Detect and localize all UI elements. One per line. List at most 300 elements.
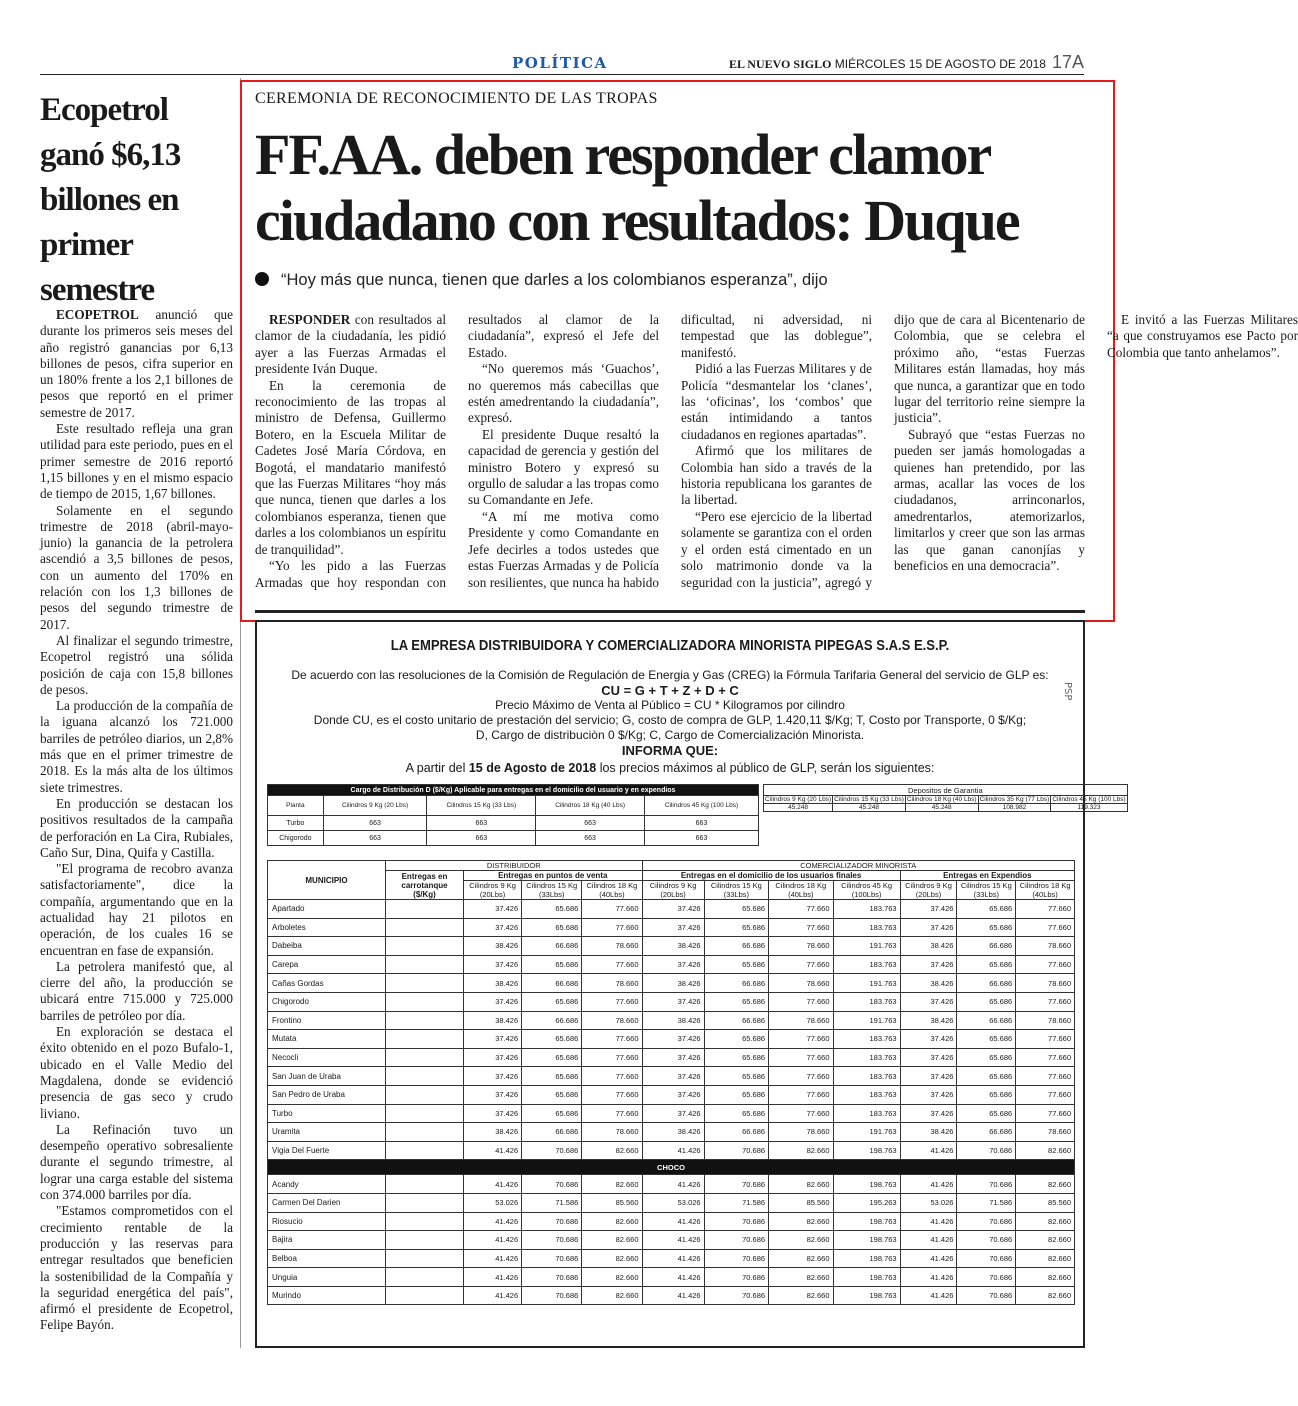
distribuidor-header: DISTRIBUIDOR — [386, 861, 643, 871]
price-cell: 82.660 — [769, 1249, 833, 1268]
price-cell: 198.763 — [833, 1286, 900, 1305]
price-cell: 70.686 — [957, 1249, 1016, 1268]
price-cell: 65.686 — [704, 918, 768, 937]
price-cell: 198.763 — [833, 1249, 900, 1268]
price-cell: 77.660 — [582, 1030, 642, 1049]
price-cell: 82.660 — [769, 1231, 833, 1250]
table-cell: 45.248 — [764, 804, 833, 812]
price-cell — [386, 937, 464, 956]
price-cell — [386, 900, 464, 919]
price-cell: 37.426 — [464, 918, 522, 937]
table-row — [268, 1123, 1075, 1142]
price-cell — [386, 955, 464, 974]
price-cell: 65.686 — [522, 1104, 582, 1123]
puntos-header: Entregas en puntos de venta — [464, 871, 643, 881]
article-paragraph: “A mí me motiva como Presidente y como Comandante en Jefe decirles a todos ustedes que estas Fuerzas Armadas y de Policía son resilientes, que nunca ha habido dificultad, ni adversidad, ni tempestad que las doblegue”, manifestó. — [468, 312, 872, 590]
price-cell: 37.426 — [642, 1104, 704, 1123]
notice-line-2: Donde CU, es el costo unitario de prestación del servicio; G, costo de compra de GLP, 1.420,11 $/Kg; T, Costo por Transporte, 0 $/Kg; — [313, 713, 1027, 727]
price-cell: 37.426 — [464, 1048, 522, 1067]
price-cell: 66.686 — [704, 937, 768, 956]
price-cell: 38.426 — [900, 937, 957, 956]
municipio-cell: Carmen Del Darien — [268, 1193, 386, 1212]
price-cell: 183.763 — [833, 992, 900, 1011]
psp-logo-icon: PSP — [1062, 682, 1073, 701]
price-cell: 41.426 — [642, 1286, 704, 1305]
price-cell: 65.686 — [957, 1030, 1016, 1049]
article-paragraph: Afirmó que los militares de Colombia han sido a través de la historia republicana los garantes de la libertad. — [681, 443, 872, 508]
table-row — [268, 1030, 1075, 1049]
price-cell: 66.686 — [522, 937, 582, 956]
column-header: Cilindros 15 Kg (33 Lbs) — [427, 796, 536, 816]
price-cell: 78.660 — [582, 1123, 642, 1142]
price-cell: 82.660 — [1016, 1212, 1075, 1231]
price-cell: 82.660 — [1016, 1249, 1075, 1268]
municipio-cell: Murindo — [268, 1286, 386, 1305]
price-cell: 37.426 — [642, 1030, 704, 1049]
price-cell: 37.426 — [642, 1067, 704, 1086]
price-cell: 65.686 — [522, 1067, 582, 1086]
article-paragraph — [255, 312, 446, 378]
municipio-cell: Apartado — [268, 900, 386, 919]
table-cell: 663 — [645, 816, 759, 831]
column-header: Cilindros 15 Kg (33Lbs) — [522, 881, 582, 900]
side-paragraph: ECOPETROL anunció que durante los primeros seis meses del año registró ganancias por 6,13 billones de pesos, cifra superior en un 180% frente a los 2,1 billones de pesos que reportó en el primer semestre de 2017. — [40, 307, 233, 420]
price-cell: 38.426 — [464, 974, 522, 993]
price-cell: 77.660 — [582, 900, 642, 919]
municipio-cell: Dabeiba — [268, 937, 386, 956]
price-cell: 65.686 — [704, 992, 768, 1011]
side-paragraph: La producción de la compañía de la iguana alcanzó los 721.000 barriles de petróleo diarios, un 2,8% más que en el primer trimestre de 2018. Es la más alta de los últimos siete trimestres. — [40, 698, 233, 795]
tariff-formula: CU = G + T + Z + D + C — [601, 683, 739, 698]
price-cell: 37.426 — [464, 992, 522, 1011]
price-cell — [386, 1231, 464, 1250]
price-cell: 66.686 — [522, 974, 582, 993]
table-cell: 663 — [427, 831, 536, 846]
price-cell: 70.686 — [957, 1175, 1016, 1194]
price-cell: 198.763 — [833, 1212, 900, 1231]
table-cell: Turbo — [268, 816, 324, 831]
table-row — [268, 1067, 1075, 1086]
price-cell — [386, 918, 464, 937]
price-cell: 70.686 — [704, 1286, 768, 1305]
price-cell — [386, 1048, 464, 1067]
price-cell: 77.660 — [769, 1067, 833, 1086]
price-cell: 37.426 — [900, 1104, 957, 1123]
price-cell: 183.763 — [833, 900, 900, 919]
price-cell — [386, 1104, 464, 1123]
price-cell: 41.426 — [464, 1249, 522, 1268]
price-cell: 82.660 — [582, 1141, 642, 1160]
price-cell: 70.686 — [704, 1231, 768, 1250]
price-cell: 77.660 — [1016, 1030, 1075, 1049]
price-cell: 77.660 — [1016, 1104, 1075, 1123]
price-cell: 65.686 — [704, 1030, 768, 1049]
price-cell: 41.426 — [464, 1141, 522, 1160]
table-cell: 663 — [427, 816, 536, 831]
price-cell: 183.763 — [833, 1104, 900, 1123]
price-cell: 70.686 — [522, 1249, 582, 1268]
price-cell — [386, 992, 464, 1011]
price-cell: 66.686 — [957, 1011, 1016, 1030]
price-cell — [386, 1193, 464, 1212]
region-label: CHOCO — [268, 1160, 1075, 1175]
side-paragraph: La petrolera manifestó que, al cierre del año, la producción se ubicará entre 715.000 y 725.000 barriles de petróleo por día. — [40, 958, 233, 1023]
price-cell: 198.763 — [833, 1175, 900, 1194]
notice-intro: De acuerdo con las resoluciones de la Comisión de Regulación de Energia y Gas (CREG) la Fórmula Tarifaria General del servicio de GLP es: — [291, 668, 1049, 682]
price-cell: 41.426 — [642, 1175, 704, 1194]
price-cell: 78.660 — [1016, 974, 1075, 993]
price-cell: 82.660 — [1016, 1141, 1075, 1160]
price-cell: 70.686 — [522, 1286, 582, 1305]
price-cell: 70.686 — [957, 1286, 1016, 1305]
price-cell: 65.686 — [522, 1085, 582, 1104]
table-row — [268, 1104, 1075, 1123]
price-cell: 70.686 — [704, 1141, 768, 1160]
municipio-cell: Riosucio — [268, 1212, 386, 1231]
price-cell: 41.426 — [900, 1175, 957, 1194]
price-cell: 77.660 — [1016, 1085, 1075, 1104]
price-cell: 70.686 — [704, 1249, 768, 1268]
table-row — [268, 1011, 1075, 1030]
price-cell: 37.426 — [900, 1067, 957, 1086]
side-headline: Ecopetrol ganó $6,13 billones en primer semestre — [40, 92, 181, 308]
column-header: Cilindros 15 Kg (33Lbs) — [957, 881, 1016, 900]
column-header: Planta — [268, 796, 324, 816]
price-cell: 82.660 — [582, 1249, 642, 1268]
article-paragraph: Subrayó que “estas Fuerzas no pueden ser jamás homologadas a quienes han pretendido, por las armas, acallar las voces de los ciudadanos, arrinconarlos, amedrentarlos, atemorizarlos, limitarlos y creer que son las armas las que ganan canonjías y beneficios en una democracia”. — [894, 426, 1085, 574]
price-cell: 82.660 — [582, 1175, 642, 1194]
column-header: Cilindros 18 Kg (40Lbs) — [1016, 881, 1075, 900]
price-cell: 77.660 — [769, 992, 833, 1011]
price-cell — [386, 1286, 464, 1305]
table-cell: 663 — [323, 816, 427, 831]
table-row — [268, 1175, 1075, 1194]
price-cell: 82.660 — [769, 1268, 833, 1287]
price-cell: 78.660 — [1016, 1123, 1075, 1142]
pipegas-notice — [255, 620, 1126, 1348]
price-cell: 198.763 — [833, 1141, 900, 1160]
price-cell: 41.426 — [900, 1286, 957, 1305]
price-cell — [386, 974, 464, 993]
article-subhead: “Hoy más que nunca, tienen que darles a los colombianos esperanza”, dijo — [255, 271, 828, 290]
price-cell: 66.686 — [704, 1123, 768, 1142]
price-cell: 37.426 — [464, 1104, 522, 1123]
municipio-cell: Arboletes — [268, 918, 386, 937]
price-cell: 41.426 — [464, 1212, 522, 1231]
table-cell: 45.248 — [833, 804, 906, 812]
price-cell: 66.686 — [522, 1123, 582, 1142]
price-cell: 78.660 — [582, 1011, 642, 1030]
price-cell: 82.660 — [582, 1231, 642, 1250]
price-cell: 41.426 — [900, 1231, 957, 1250]
paper-name: EL NUEVO SIGLO — [728, 57, 832, 71]
article-paragraph-text: con resultados al clamor de la ciudadanía, les pidió ayer a las Fuerzas Armadas el presidente Iván Duque. — [255, 312, 446, 377]
price-cell: 41.426 — [900, 1249, 957, 1268]
municipio-cell: San Pedro de Uraba — [268, 1085, 386, 1104]
table-row — [268, 1193, 1075, 1212]
price-cell: 78.660 — [1016, 937, 1075, 956]
table-row — [268, 1212, 1075, 1231]
column-header: Cilindros 9 Kg (20Lbs) — [464, 881, 522, 900]
price-cell: 66.686 — [704, 1011, 768, 1030]
price-cell: 65.686 — [522, 992, 582, 1011]
column-header: Cilindros 18 Kg (40Lbs) — [769, 881, 833, 900]
municipio-cell: Cañas Gordas — [268, 974, 386, 993]
price-cell: 65.686 — [522, 955, 582, 974]
column-header: Cilindros 9 Kg (20 Lbs) — [323, 796, 427, 816]
municipio-cell: Vigia Del Fuerte — [268, 1141, 386, 1160]
price-cell: 77.660 — [582, 992, 642, 1011]
municipio-cell: San Juan de Uraba — [268, 1067, 386, 1086]
price-cell — [386, 1175, 464, 1194]
price-cell: 82.660 — [1016, 1175, 1075, 1194]
price-cell — [386, 1141, 464, 1160]
price-cell: 70.686 — [522, 1212, 582, 1231]
table-cell: 663 — [536, 831, 645, 846]
side-paragraph: En producción se destacan los positivos resultados de la campaña de perforación en La Cira, Rubiales, Caño Sur, Dina, Quifa y Castilla. — [40, 795, 233, 860]
price-cell: 66.686 — [704, 974, 768, 993]
price-cell: 82.660 — [769, 1175, 833, 1194]
price-cell: 70.686 — [704, 1175, 768, 1194]
distribution-charge-table — [267, 784, 759, 846]
price-cell: 78.660 — [1016, 1011, 1075, 1030]
table-row — [268, 955, 1075, 974]
price-cell: 37.426 — [900, 1085, 957, 1104]
municipio-cell: Turbo — [268, 1104, 386, 1123]
municipio-cell: Bajira — [268, 1231, 386, 1250]
price-cell: 37.426 — [464, 1067, 522, 1086]
price-cell: 191.763 — [833, 937, 900, 956]
article-kicker: CEREMONIA DE RECONOCIMIENTO DE LAS TROPAS — [255, 90, 658, 107]
price-cell: 71.586 — [957, 1193, 1016, 1212]
side-paragraph: Este resultado refleja una gran utilidad para este periodo, pues en el primer semestre de 2016 reportó 1,15 billones y en el mismo espacio de tiempo de 2015, 1,67 billones. — [40, 421, 233, 502]
header-rule — [40, 74, 1084, 75]
deposit-table — [763, 784, 1128, 812]
price-cell: 37.426 — [642, 992, 704, 1011]
price-cell: 38.426 — [642, 937, 704, 956]
article-lead: RESPONDER — [269, 312, 351, 327]
page-number: 17A — [1051, 52, 1084, 72]
price-cell: 37.426 — [900, 992, 957, 1011]
price-cell: 183.763 — [833, 955, 900, 974]
price-cell: 38.426 — [642, 974, 704, 993]
side-paragraph: Al finalizar el segundo trimestre, Ecopetrol registró una sólida posición de caja con 15,8 billones de pesos. — [40, 632, 233, 697]
table-row — [268, 1141, 1075, 1160]
page-header — [729, 52, 1084, 73]
price-cell: 41.426 — [642, 1231, 704, 1250]
price-table — [267, 860, 1075, 1305]
price-cell: 41.426 — [464, 1268, 522, 1287]
price-cell: 82.660 — [769, 1141, 833, 1160]
expendios-header: Entregas en Expendios — [900, 871, 1074, 881]
article-paragraph: “Yo les pido a las Fuerzas Armadas que hoy respondan con resultados al clamor de la ciudadanía”, expresó el Jefe del Estado. — [255, 312, 659, 590]
table-row — [268, 900, 1075, 919]
price-cell: 65.686 — [957, 992, 1016, 1011]
column-header: Cilindros 35 Kg (77 Lbs) — [979, 796, 1050, 803]
municipio-cell: Belboa — [268, 1249, 386, 1268]
price-cell: 38.426 — [900, 1011, 957, 1030]
price-cell: 77.660 — [1016, 992, 1075, 1011]
carrotanque-header: Entregas en carrotanque ($/Kg) — [386, 871, 464, 900]
price-cell: 77.660 — [1016, 1048, 1075, 1067]
price-cell: 65.686 — [522, 918, 582, 937]
price-cell: 82.660 — [582, 1286, 642, 1305]
price-cell: 77.660 — [582, 918, 642, 937]
price-cell: 183.763 — [833, 1030, 900, 1049]
column-header: Cilindros 9 Kg (20 Lbs) — [765, 796, 832, 803]
price-cell: 70.686 — [957, 1231, 1016, 1250]
price-cell: 77.660 — [769, 1104, 833, 1123]
region-row — [268, 1160, 1075, 1175]
table-row — [268, 1085, 1075, 1104]
price-cell: 65.686 — [522, 900, 582, 919]
price-cell: 82.660 — [1016, 1231, 1075, 1250]
price-cell — [386, 1123, 464, 1142]
table-row — [268, 1268, 1075, 1287]
table-row — [268, 1231, 1075, 1250]
price-cell: 78.660 — [582, 974, 642, 993]
price-cell: 65.686 — [522, 1030, 582, 1049]
column-header: Cilindros 15 Kg (33Lbs) — [704, 881, 768, 900]
price-cell: 65.686 — [957, 1067, 1016, 1086]
table-title: Depositos de Garantia — [764, 785, 1128, 796]
table-row — [268, 1249, 1075, 1268]
section-label: POLÍTICA — [512, 54, 608, 72]
article-paragraph: Pidió a las Fuerzas Militares y de Policía “desmantelar los ‘clanes’, las ‘oficinas’, los ‘combos’ que están intimidando a tantos ciudadanos en regiones apartadas”. — [681, 361, 872, 442]
price-cell: 183.763 — [833, 918, 900, 937]
table-row — [268, 831, 759, 846]
price-cell: 65.686 — [704, 1104, 768, 1123]
price-cell: 41.426 — [464, 1286, 522, 1305]
price-cell — [386, 1085, 464, 1104]
price-cell: 77.660 — [769, 1048, 833, 1067]
notice-line-1: Precio Máximo de Venta al Público = CU * Kilogramos por cilindro — [495, 698, 845, 712]
price-cell: 38.426 — [464, 1011, 522, 1030]
price-cell: 191.763 — [833, 974, 900, 993]
side-paragraph: En exploración se destaca el éxito obtenido en el pozo Bufalo-1, ubicado en el Valle Medio del Magdalena, donde se evidenció presencia de gas seco y crudo liviano. — [40, 1024, 233, 1121]
price-cell: 37.426 — [464, 900, 522, 919]
price-cell: 78.660 — [769, 937, 833, 956]
price-cell: 77.660 — [582, 1048, 642, 1067]
price-cell: 38.426 — [642, 1123, 704, 1142]
price-cell — [386, 1249, 464, 1268]
price-cell: 70.686 — [522, 1175, 582, 1194]
notice-informa: INFORMA QUE: — [621, 743, 719, 758]
table-row — [268, 992, 1075, 1011]
notice-title: LA EMPRESA DISTRIBUIDORA Y COMERCIALIZADORA MINORISTA PIPEGAS S.A.S E.S.P. — [390, 638, 950, 654]
table-cell: 663 — [323, 831, 427, 846]
price-cell: 77.660 — [582, 1085, 642, 1104]
municipio-cell: Frontino — [268, 1011, 386, 1030]
price-cell: 66.686 — [522, 1011, 582, 1030]
price-cell: 71.586 — [522, 1193, 582, 1212]
side-paragraph: La Refinación tuvo un desempeño operativo sobresaliente durante el segundo trimestre, al lograr una carga estable del sistema con 374.000 barriles por día. — [40, 1121, 233, 1203]
table-row — [268, 937, 1075, 956]
price-cell: 37.426 — [642, 1048, 704, 1067]
price-cell: 183.763 — [833, 1048, 900, 1067]
price-cell: 65.686 — [957, 1085, 1016, 1104]
price-cell: 41.426 — [642, 1141, 704, 1160]
price-cell: 77.660 — [769, 955, 833, 974]
price-cell — [386, 1011, 464, 1030]
price-cell: 78.660 — [769, 1011, 833, 1030]
price-cell: 82.660 — [1016, 1286, 1075, 1305]
column-header: Cilindros 9 Kg (20Lbs) — [642, 881, 704, 900]
column-header: Cilindros 45 Kg (100Lbs) — [833, 881, 900, 900]
table-row — [268, 974, 1075, 993]
table-cell: Chigorodo — [268, 831, 324, 846]
municipio-header: MUNICIPIO — [268, 861, 386, 900]
price-cell: 37.426 — [900, 955, 957, 974]
price-cell: 70.686 — [957, 1212, 1016, 1231]
article-paragraph: El presidente Duque resaltó la capacidad de gerencia y gestión del ministro Botero y expresó su orgullo de saludar a las tropas como su Comandante en Jefe. — [468, 426, 659, 508]
price-cell: 77.660 — [769, 900, 833, 919]
price-cell: 70.686 — [957, 1268, 1016, 1287]
side-paragraph: Solamente en el segundo trimestre de 2018 (abril-mayo-junio) la ganancia de la petrolera ascendió a 3,5 billones de pesos, con un aumento del 170% en relación con los 1,3 billones de pesos del segundo trimestre de 2017. — [40, 502, 233, 632]
price-cell: 70.686 — [704, 1268, 768, 1287]
price-cell: 77.660 — [769, 1085, 833, 1104]
price-cell: 41.426 — [642, 1212, 704, 1231]
price-cell: 70.686 — [704, 1212, 768, 1231]
price-cell: 195.263 — [833, 1193, 900, 1212]
bullet-icon — [255, 272, 269, 286]
price-cell: 38.426 — [642, 1011, 704, 1030]
price-cell: 65.686 — [704, 955, 768, 974]
table-cell: 663 — [536, 816, 645, 831]
price-cell: 65.686 — [704, 1067, 768, 1086]
price-cell — [386, 1067, 464, 1086]
price-cell: 38.426 — [900, 1123, 957, 1142]
price-cell: 41.426 — [464, 1175, 522, 1194]
price-cell: 82.660 — [582, 1268, 642, 1287]
price-cell: 41.426 — [900, 1212, 957, 1231]
column-header: Cilindros 45 Kg (100 Lbs) — [1052, 796, 1126, 803]
issue-date: MIÉRCOLES 15 DE AGOSTO DE 2018 — [834, 57, 1046, 71]
article-paragraph: E invitó a las Fuerzas Militares “a que construyamos ese Pacto por Colombia que tanto anhelamos”. — [1107, 312, 1298, 360]
article-headline: FF.AA. deben responder clamor ciudadano con resultados: Duque — [255, 122, 1019, 253]
table-title: Cargo de Distribución D ($/Kg) Aplicable para entregas en el domicilio del usuario y en expendios — [268, 785, 759, 796]
municipio-cell: Chigorodo — [268, 992, 386, 1011]
column-header: Cilindros 15 Kg (33 Lbs) — [834, 796, 904, 803]
price-cell: 71.586 — [704, 1193, 768, 1212]
price-cell — [386, 1268, 464, 1287]
price-cell: 85.560 — [769, 1193, 833, 1212]
price-cell: 41.426 — [642, 1249, 704, 1268]
municipio-cell: Uramita — [268, 1123, 386, 1142]
comercializador-header: COMERCIALIZADOR MINORISTA — [642, 861, 1074, 871]
price-cell: 66.686 — [957, 937, 1016, 956]
price-cell: 70.686 — [522, 1141, 582, 1160]
price-cell: 78.660 — [582, 937, 642, 956]
table-row — [268, 816, 759, 831]
price-cell: 37.426 — [900, 1048, 957, 1067]
municipio-cell: Carepa — [268, 955, 386, 974]
table-cell: 663 — [645, 831, 759, 846]
price-cell: 41.426 — [900, 1141, 957, 1160]
price-cell: 183.763 — [833, 1085, 900, 1104]
price-cell: 66.686 — [957, 974, 1016, 993]
column-header: Cilindros 18 Kg (40Lbs) — [582, 881, 642, 900]
column-header: Cilindros 18 Kg (40 Lbs) — [906, 796, 977, 803]
price-cell: 38.426 — [464, 1123, 522, 1142]
table-row — [268, 1048, 1075, 1067]
price-cell: 191.763 — [833, 1123, 900, 1142]
price-cell: 41.426 — [642, 1268, 704, 1287]
price-cell: 37.426 — [900, 918, 957, 937]
price-cell: 78.660 — [769, 974, 833, 993]
price-cell: 37.426 — [900, 900, 957, 919]
municipio-cell: Acandy — [268, 1175, 386, 1194]
